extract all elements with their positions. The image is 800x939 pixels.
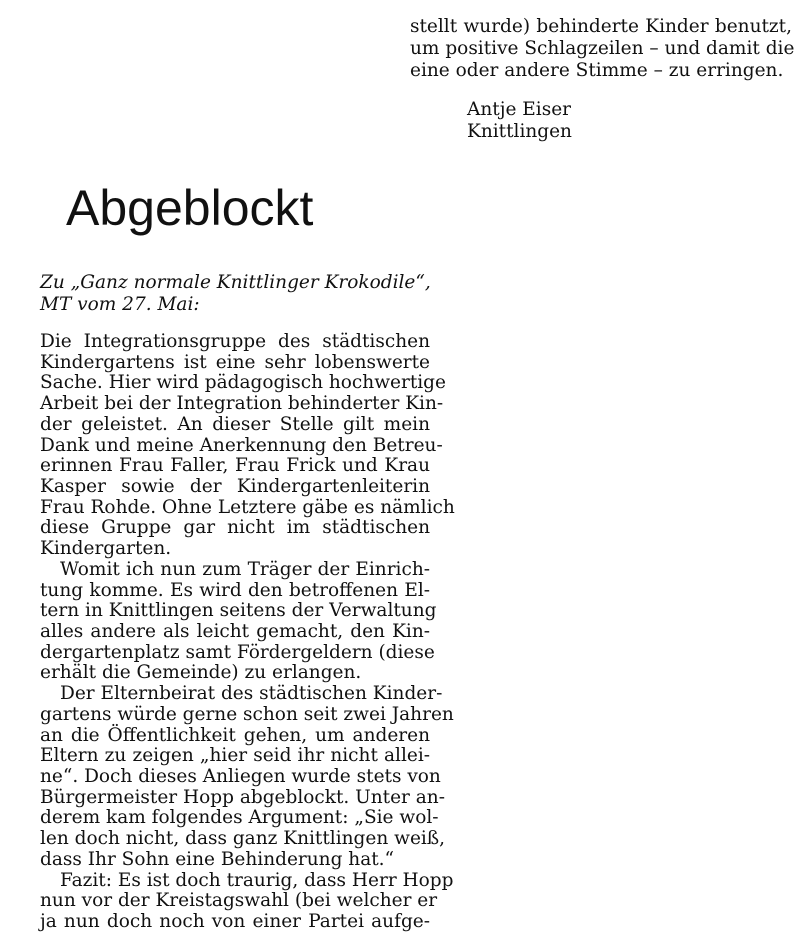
text-line: Frau Rohde. Ohne Letztere gäbe es nämlich xyxy=(40,496,455,518)
text-line: stellt wurde) behinderte Kinder benutzt, xyxy=(410,16,792,37)
text-line: ne“. Doch dieses Anliegen wurde stets von xyxy=(40,766,441,787)
text-line: derem kam folgendes Argument: „Sie wol- xyxy=(40,807,439,829)
text-line: Der Elternbeirat des städtischen Kinder- xyxy=(60,683,443,705)
text-line: Bürgermeister Hopp abgeblockt. Unter an- xyxy=(40,786,445,808)
text-line: diese Gruppe gar nicht im städtischen xyxy=(40,517,430,539)
text-line: len doch nicht, dass ganz Knittlingen weiß, xyxy=(40,828,446,850)
text-line: Sache. Hier wird pädagogisch hochwertige xyxy=(40,372,446,394)
text-line: Die Integrationsgruppe des städtischen xyxy=(40,331,430,352)
text-line: tung komme. Es wird den betroffenen El- xyxy=(40,579,430,601)
text-line: eine oder andere Stimme – zu erringen. xyxy=(410,60,784,81)
signature-place: Knittlingen xyxy=(467,121,572,142)
text-line: Fazit: Es ist doch traurig, dass Herr Hopp xyxy=(60,869,454,891)
text-line: tern in Knittlingen seitens der Verwaltung xyxy=(40,600,437,622)
text-line: an die Öffentlichkeit gehen, um anderen xyxy=(40,724,430,746)
text-line: der geleistet. An dieser Stelle gilt mein xyxy=(40,413,430,435)
text-line: Kindergartens ist eine sehr lobenswerte xyxy=(40,351,430,373)
text-line: Kasper sowie der Kindergartenleiterin xyxy=(40,476,430,497)
text-line: Arbeit bei der Integration behinderter Kin- xyxy=(40,393,444,415)
article-reference-line1: Zu „Ganz normale Knittlinger Krokodile“, xyxy=(40,272,431,293)
article-reference-line2: MT vom 27. Mai: xyxy=(40,294,200,315)
text-line: ja nun doch noch von einer Partei aufge- xyxy=(40,911,430,932)
text-line: dass Ihr Sohn eine Behinderung hat.“ xyxy=(40,848,395,870)
text-line: alles andere als leicht gemacht, den Kin- xyxy=(40,621,430,642)
text-line: gartens würde gerne schon seit zwei Jahren xyxy=(40,703,454,725)
text-line: erhält die Gemeinde) zu erlangen. xyxy=(40,662,362,684)
text-line: Kindergarten. xyxy=(40,538,172,560)
text-line: Dank und meine Anerkennung den Betreu- xyxy=(40,434,443,456)
signature-name: Antje Eiser xyxy=(467,99,571,120)
text-line: Womit ich nun zum Träger der Einrich- xyxy=(60,558,430,580)
text-line: um positive Schlagzeilen – und damit die xyxy=(410,38,795,59)
text-line: nun vor der Kreistagswahl (bei welcher er xyxy=(40,890,438,912)
text-line: Eltern zu zeigen „hier seid ihr nicht allei- xyxy=(40,745,430,767)
text-line: erinnen Frau Faller, Frau Frick und Krau xyxy=(40,455,430,477)
article-headline: Abgeblockt xyxy=(66,180,314,236)
text-line: dergartenplatz samt Fördergeldern (diese xyxy=(40,641,435,663)
